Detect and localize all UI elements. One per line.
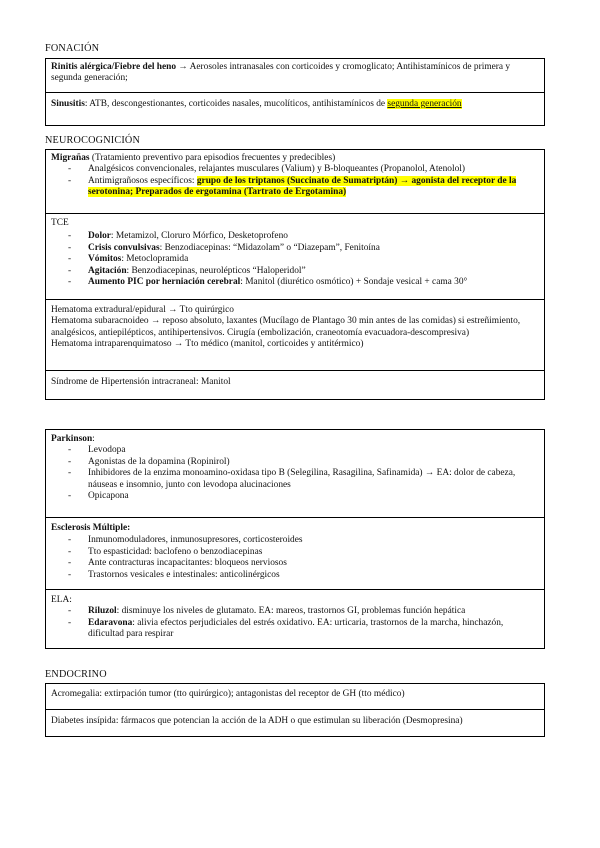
tce-item-text: : Benzodiacepinas: “Midazolam” o “Diazepam”, Fenitoína bbox=[159, 242, 380, 253]
degenerative-table bbox=[45, 429, 545, 649]
list-item bbox=[51, 231, 539, 242]
parkinson-cell bbox=[46, 430, 544, 518]
list-item bbox=[51, 618, 539, 641]
hic-text: Síndrome de Hipertensión intracraneal: Manitol bbox=[51, 377, 231, 387]
list-item: - Opicapona bbox=[51, 491, 539, 502]
list-item bbox=[51, 254, 539, 265]
list-item: - Levodopa bbox=[51, 445, 539, 456]
list-item: - Analgésicos convencionales, relajantes musculares (Valium) y B-bloqueantes (Propanolol, Atenolol) bbox=[51, 164, 539, 175]
rinitis-cell bbox=[46, 59, 544, 93]
list-item bbox=[51, 266, 539, 277]
hematoma-line-3: Hematoma intraparenquimatoso → Tto médico (manitol, corticoides y antitérmico) bbox=[51, 339, 364, 350]
sinusitis-label: Sinusitis bbox=[51, 99, 85, 109]
tce-item-bold: Crisis convulsivas bbox=[88, 242, 160, 253]
tce-item-bold: Agitación bbox=[88, 265, 127, 276]
ela-item-bold: Edaravona bbox=[88, 617, 133, 628]
hematoma-cell bbox=[46, 300, 544, 371]
list-item: - Trastornos vesicales e intestinales: anticolinérgicos bbox=[51, 570, 539, 581]
acromegalia-text: Acromegalia: extirpación tumor (tto quirúrgico); antagonistas del receptor de GH (tto médico) bbox=[51, 689, 405, 699]
ela-item-text: : disminuye los niveles de glutamato. EA: mareos, trastornos GI, problemas función hepática bbox=[116, 606, 466, 617]
list-item bbox=[51, 277, 539, 288]
tce-item-text: : Metoclopramida bbox=[121, 254, 189, 265]
tce-item-bold: Dolor bbox=[88, 231, 111, 242]
ela-label: ELA: bbox=[51, 595, 72, 605]
sinusitis-text: : ATB, descongestionantes, corticoides nasales, mucolíticos, antihistamínicos de bbox=[84, 99, 388, 109]
hematoma-line-1: Hematoma extradural/epidural → Tto quirúrgico bbox=[51, 305, 234, 315]
fonacion-table bbox=[45, 58, 545, 126]
tce-cell bbox=[46, 214, 544, 300]
hic-cell bbox=[46, 371, 544, 400]
migranas-list bbox=[51, 164, 539, 198]
list-item bbox=[51, 243, 539, 254]
list-item bbox=[51, 176, 539, 199]
parkinson-label: Parkinson bbox=[51, 434, 93, 444]
list-item: - Inhibidores de la enzima monoamino-oxidasa tipo B (Selegilina, Rasagilina, Safinamida) → EA: dolor de cabeza, náuseas e insomnio, junto con levodopa alucinaciones bbox=[51, 468, 539, 491]
migranas-item2-highlight: grupo de los triptanos (Succinato de Sumatriptán) → agonista del receptor de la serotonina; Preparados de ergotamina (Tartrato de Ergotamina) bbox=[88, 175, 517, 198]
tce-list bbox=[51, 231, 539, 288]
parkinson-list bbox=[51, 445, 539, 502]
tce-label: TCE bbox=[51, 218, 69, 228]
esclerosis-multiple-cell bbox=[46, 518, 544, 590]
list-item: - Agonistas de la dopamina (Ropinirol) bbox=[51, 457, 539, 468]
esclerosis-multiple-list bbox=[51, 535, 539, 581]
migranas-cell bbox=[46, 150, 544, 214]
ela-cell bbox=[46, 590, 544, 649]
acromegalia-cell bbox=[46, 684, 544, 710]
diabetes-insipida-cell bbox=[46, 710, 544, 737]
migranas-intro: (Tratamiento preventivo para episodios frecuentes y predecibles) bbox=[89, 153, 336, 163]
endocrino-table bbox=[45, 683, 545, 737]
migranas-item2-plain: Antimigrañosos específicos: bbox=[88, 175, 197, 186]
section-title-endocrino: ENDOCRINO bbox=[45, 669, 107, 680]
tce-item-text: : Metamizol, Cloruro Mórfico, Desketoprofeno bbox=[110, 231, 288, 242]
parkinson-heading bbox=[51, 434, 539, 445]
section-title-neurocognicion: NEUROCOGNICIÓN bbox=[45, 135, 141, 146]
esclerosis-multiple-label: Esclerosis Múltiple: bbox=[51, 523, 131, 533]
sinusitis-cell bbox=[46, 93, 544, 126]
ela-item-text: : alivia efectos perjudiciales del estrés oxidativo. EA: urticaria, trastornos de la marcha, hinchazón, dificultad para respirar bbox=[88, 617, 504, 640]
rinitis-text: → Aerosoles intranasales con corticoides y cromoglicato; Antihistamínicos de primera y segunda generación; bbox=[51, 62, 511, 84]
tce-item-bold: Aumento PIC por herniación cerebral bbox=[88, 277, 241, 288]
neuro-table bbox=[45, 149, 545, 400]
list-item: - Inmunomoduladores, inmunosupresores, corticosteroides bbox=[51, 535, 539, 546]
tce-item-text: : Manitol (diurético osmótico) + Sondaje vesical + cama 30° bbox=[240, 277, 468, 288]
rinitis-label: Rinitis alérgica/Fiebre del heno bbox=[51, 62, 177, 72]
migranas-heading bbox=[51, 153, 539, 164]
section-title-fonacion: FONACIÓN bbox=[45, 43, 100, 54]
ela-list bbox=[51, 606, 539, 640]
sinusitis-highlight: segunda generación bbox=[387, 99, 462, 109]
list-item bbox=[51, 606, 539, 617]
tce-item-bold: Vómitos bbox=[88, 254, 122, 265]
hematoma-line-2: Hematoma subaracnoideo → reposo absoluto, laxantes (Mucílago de Plantago 30 min antes de las comidas) si estreñimiento, analgésicos, antiepilépticos, antihipertensivos. Cirugía (embolización, craneotomía evacuadora-descompresiva) bbox=[51, 316, 521, 338]
diabetes-insipida-text: Diabetes insípida: fármacos que potencian la acción de la ADH o que estimulan su liberación (Desmopresina) bbox=[51, 716, 463, 726]
tce-item-text: : Benzodiacepinas, neurolépticos “Haloperidol” bbox=[126, 265, 306, 276]
migranas-label: Migrañas bbox=[51, 153, 90, 163]
list-item: - Ante contracturas incapacitantes: bloqueos nerviosos bbox=[51, 558, 539, 569]
parkinson-colon: : bbox=[92, 434, 95, 444]
list-item: - Tto espasticidad: baclofeno o benzodiacepinas bbox=[51, 547, 539, 558]
ela-item-bold: Riluzol bbox=[88, 606, 117, 617]
